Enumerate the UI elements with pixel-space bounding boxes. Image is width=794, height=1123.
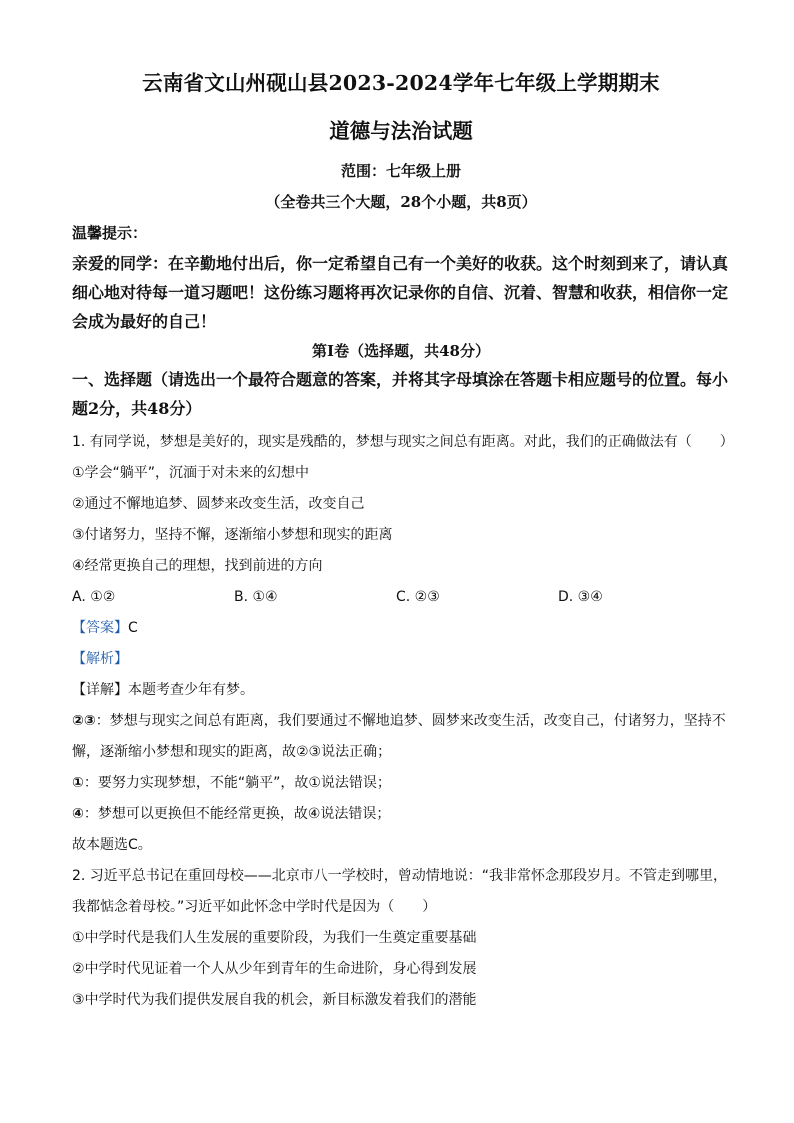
exam-title: 云南省文山州砚山县2023-2024学年七年级上学期期末: [142, 71, 660, 95]
choice-b: B. ①④: [234, 589, 278, 605]
volume-heading: 第Ⅰ卷（选择题，共48分）: [312, 342, 490, 360]
choice-a: A. ①②: [72, 589, 116, 605]
answer-line: [72, 613, 730, 644]
choice-c: C. ②③: [396, 589, 440, 605]
exam-total-note: （全卷共三个大题，28个小题，共8页）: [265, 193, 537, 211]
analysis-label: 【解析】: [72, 651, 128, 667]
exam-scope: 范围：七年级上册: [340, 162, 461, 180]
question-stem: 2. 习近平总书记在重回母校——北京市八一学校时，曾动情地说：“我非常怀念那段岁月。不管走到哪里，我都惦念着母校。”习近平如此怀念中学时代是因为（ ）: [72, 868, 728, 915]
answer-value: C: [128, 620, 138, 636]
explanation-lead: ①: [72, 775, 84, 791]
question-2: [72, 861, 730, 1016]
choice-d: D. ③④: [558, 589, 603, 605]
explanation-text: ：梦想与现实之间总有距离，我们要通过不懈地追梦、圆梦来改变生活，改变自己，付诸努力，坚持不懈，逐渐缩小梦想和现实的距离，故②③说法正确；: [72, 713, 726, 760]
answer-choices: [72, 582, 730, 613]
explanation-lead: ④: [72, 806, 84, 822]
question-stem: 1. 有同学说，梦想是美好的，现实是残酷的，梦想与现实之间总有距离。对此，我们的正确做法有（ ）: [72, 434, 734, 450]
analysis-line: [72, 644, 730, 675]
detail-text: 本题考查少年有梦。: [128, 682, 254, 698]
detail-label: 【详解】: [72, 682, 128, 698]
explanation-line: [72, 768, 730, 799]
question-option: ②通过不懈地追梦、圆梦来改变生活，改变自己: [72, 496, 365, 512]
tips-body: 亲爱的同学：在辛勤地付出后，你一定希望自己有一个美好的收获。这个时刻到来了，请认真细心地对待每一道习题吧！这份练习题将再次记录你的自信、沉着、智慧和收获，相信你一定会成为最好的自己！: [72, 254, 729, 331]
question-option: ③中学时代为我们提供发展自我的机会，新目标激发着我们的潜能: [72, 992, 477, 1008]
question-1: [72, 427, 734, 861]
detail-line: [72, 675, 730, 706]
question-option: ①中学时代是我们人生发展的重要阶段，为我们一生奠定重要基础: [72, 930, 477, 946]
answer-label: 【答案】: [72, 620, 128, 636]
tips-heading: 温馨提示：: [72, 224, 148, 242]
explanation-line: [72, 706, 730, 768]
explanation-lead: ②③: [72, 713, 96, 729]
explanation-text: ：要努力实现梦想，不能“躺平”，故①说法错误；: [83, 775, 391, 791]
exam-subject-title: 道德与法治试题: [329, 119, 473, 143]
question-option: ③付诸努力，坚持不懈，逐渐缩小梦想和现实的距离: [72, 527, 393, 543]
explanation-line: [72, 799, 730, 830]
section-heading: 一、选择题（请选出一个最符合题意的答案，并将其字母填涂在答题卡相应题号的位置。每小题2分，共48分）: [72, 370, 729, 418]
explanation-text: ：梦想可以更换但不能经常更换，故④说法错误；: [83, 806, 391, 822]
question-option: ④经常更换自己的理想，找到前进的方向: [72, 558, 323, 574]
question-option: ①学会“躺平”，沉湎于对未来的幻想中: [72, 465, 310, 481]
question-option: ②中学时代见证着一个人从少年到青年的生命进阶，身心得到发展: [72, 961, 477, 977]
conclusion-line: 故本题选C。: [72, 837, 152, 853]
